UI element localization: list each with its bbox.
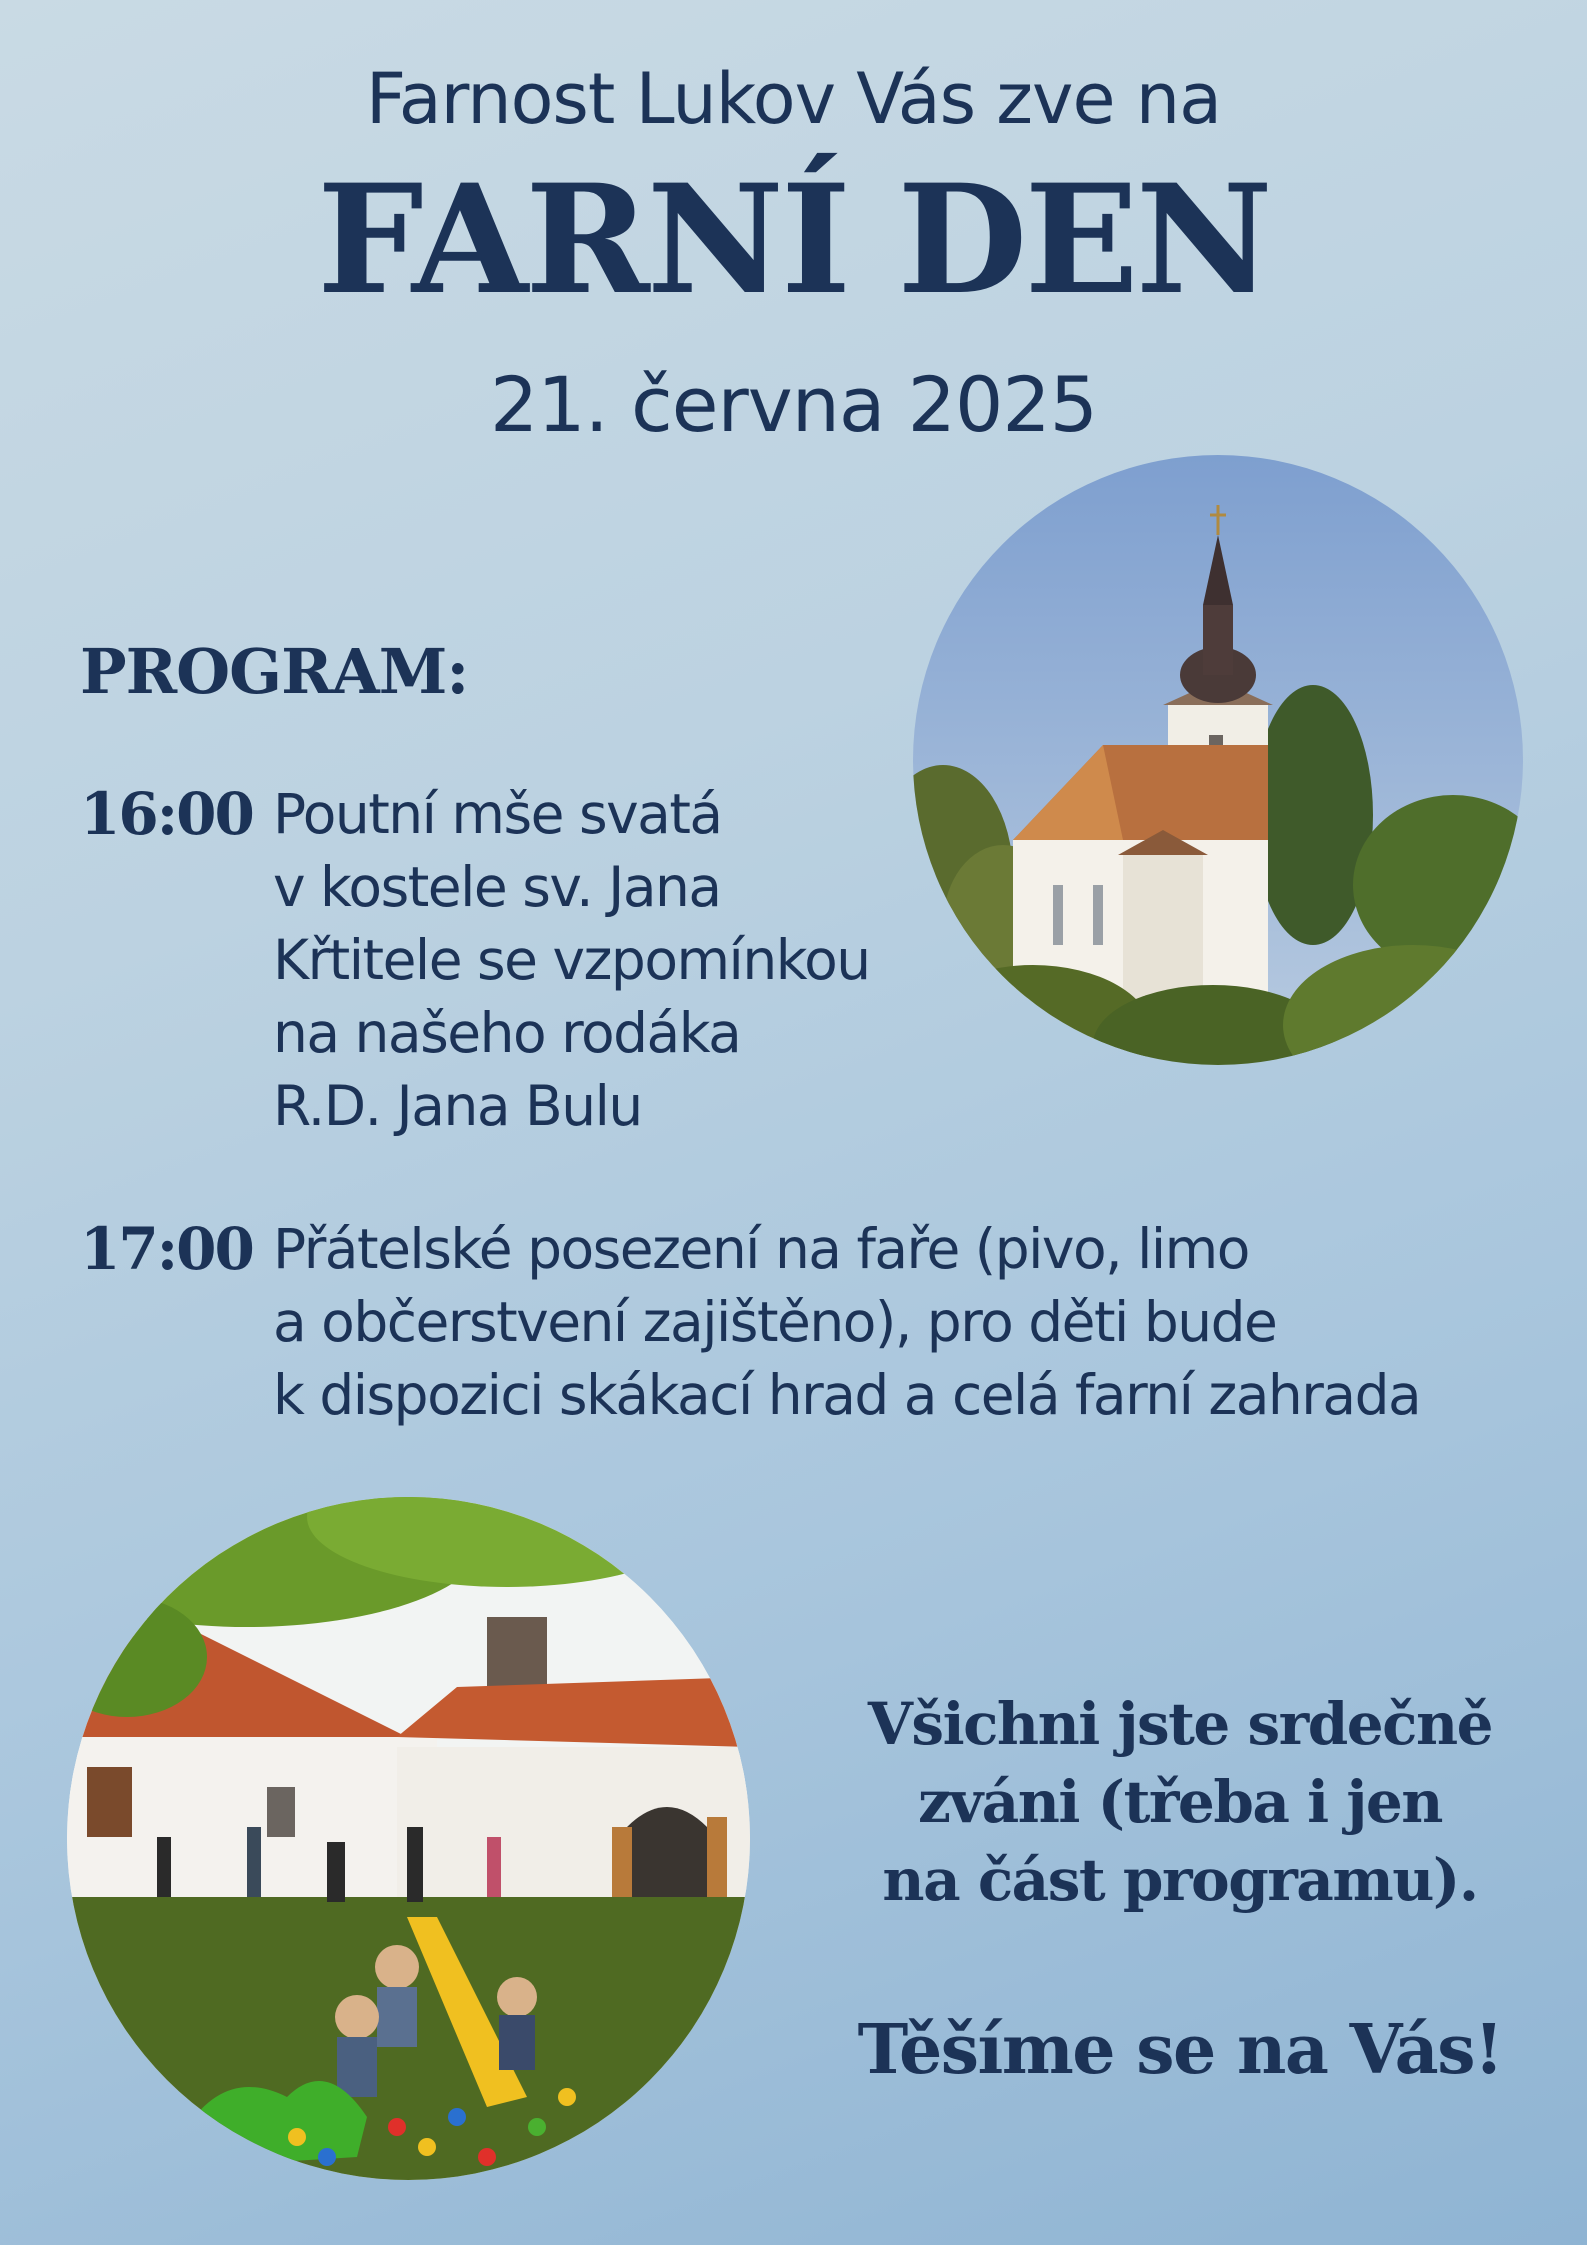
program-heading: PROGRAM: bbox=[80, 635, 469, 708]
description-line: v kostele sv. Jana bbox=[273, 855, 721, 919]
invite-line: Farnost Lukov Vás zve na bbox=[365, 58, 1222, 140]
closing-message bbox=[800, 1685, 1560, 1919]
program-time: 16:00 bbox=[80, 780, 253, 848]
program-description bbox=[273, 778, 870, 1143]
event-date: 21. června 2025 bbox=[489, 360, 1098, 449]
description-line: R.D. Jana Bulu bbox=[273, 1074, 642, 1138]
event-title: FARNÍ DEN bbox=[317, 152, 1270, 328]
farewell-line: Těšíme se na Vás! bbox=[857, 2010, 1503, 2090]
closing-line: Všichni jste srdečně bbox=[867, 1690, 1493, 1758]
program-time: 17:00 bbox=[80, 1215, 253, 1283]
description-line: Poutní mše svatá bbox=[273, 782, 722, 846]
description-line: a občerstvení zajištěno), pro děti bude bbox=[273, 1290, 1277, 1354]
closing-line: na část programu). bbox=[882, 1846, 1478, 1914]
closing-line: zváni (třeba i jen bbox=[918, 1768, 1442, 1836]
garden-photo bbox=[67, 1497, 750, 2180]
program-description bbox=[273, 1213, 1420, 1432]
church-photo bbox=[913, 455, 1523, 1065]
description-line: Přátelské posezení na faře (pivo, limo bbox=[273, 1217, 1249, 1281]
description-line: k dispozici skákací hrad a celá farní zahrada bbox=[273, 1363, 1421, 1427]
description-line: Křtitele se vzpomínkou bbox=[273, 928, 870, 992]
description-line: na našeho rodáka bbox=[273, 1001, 741, 1065]
